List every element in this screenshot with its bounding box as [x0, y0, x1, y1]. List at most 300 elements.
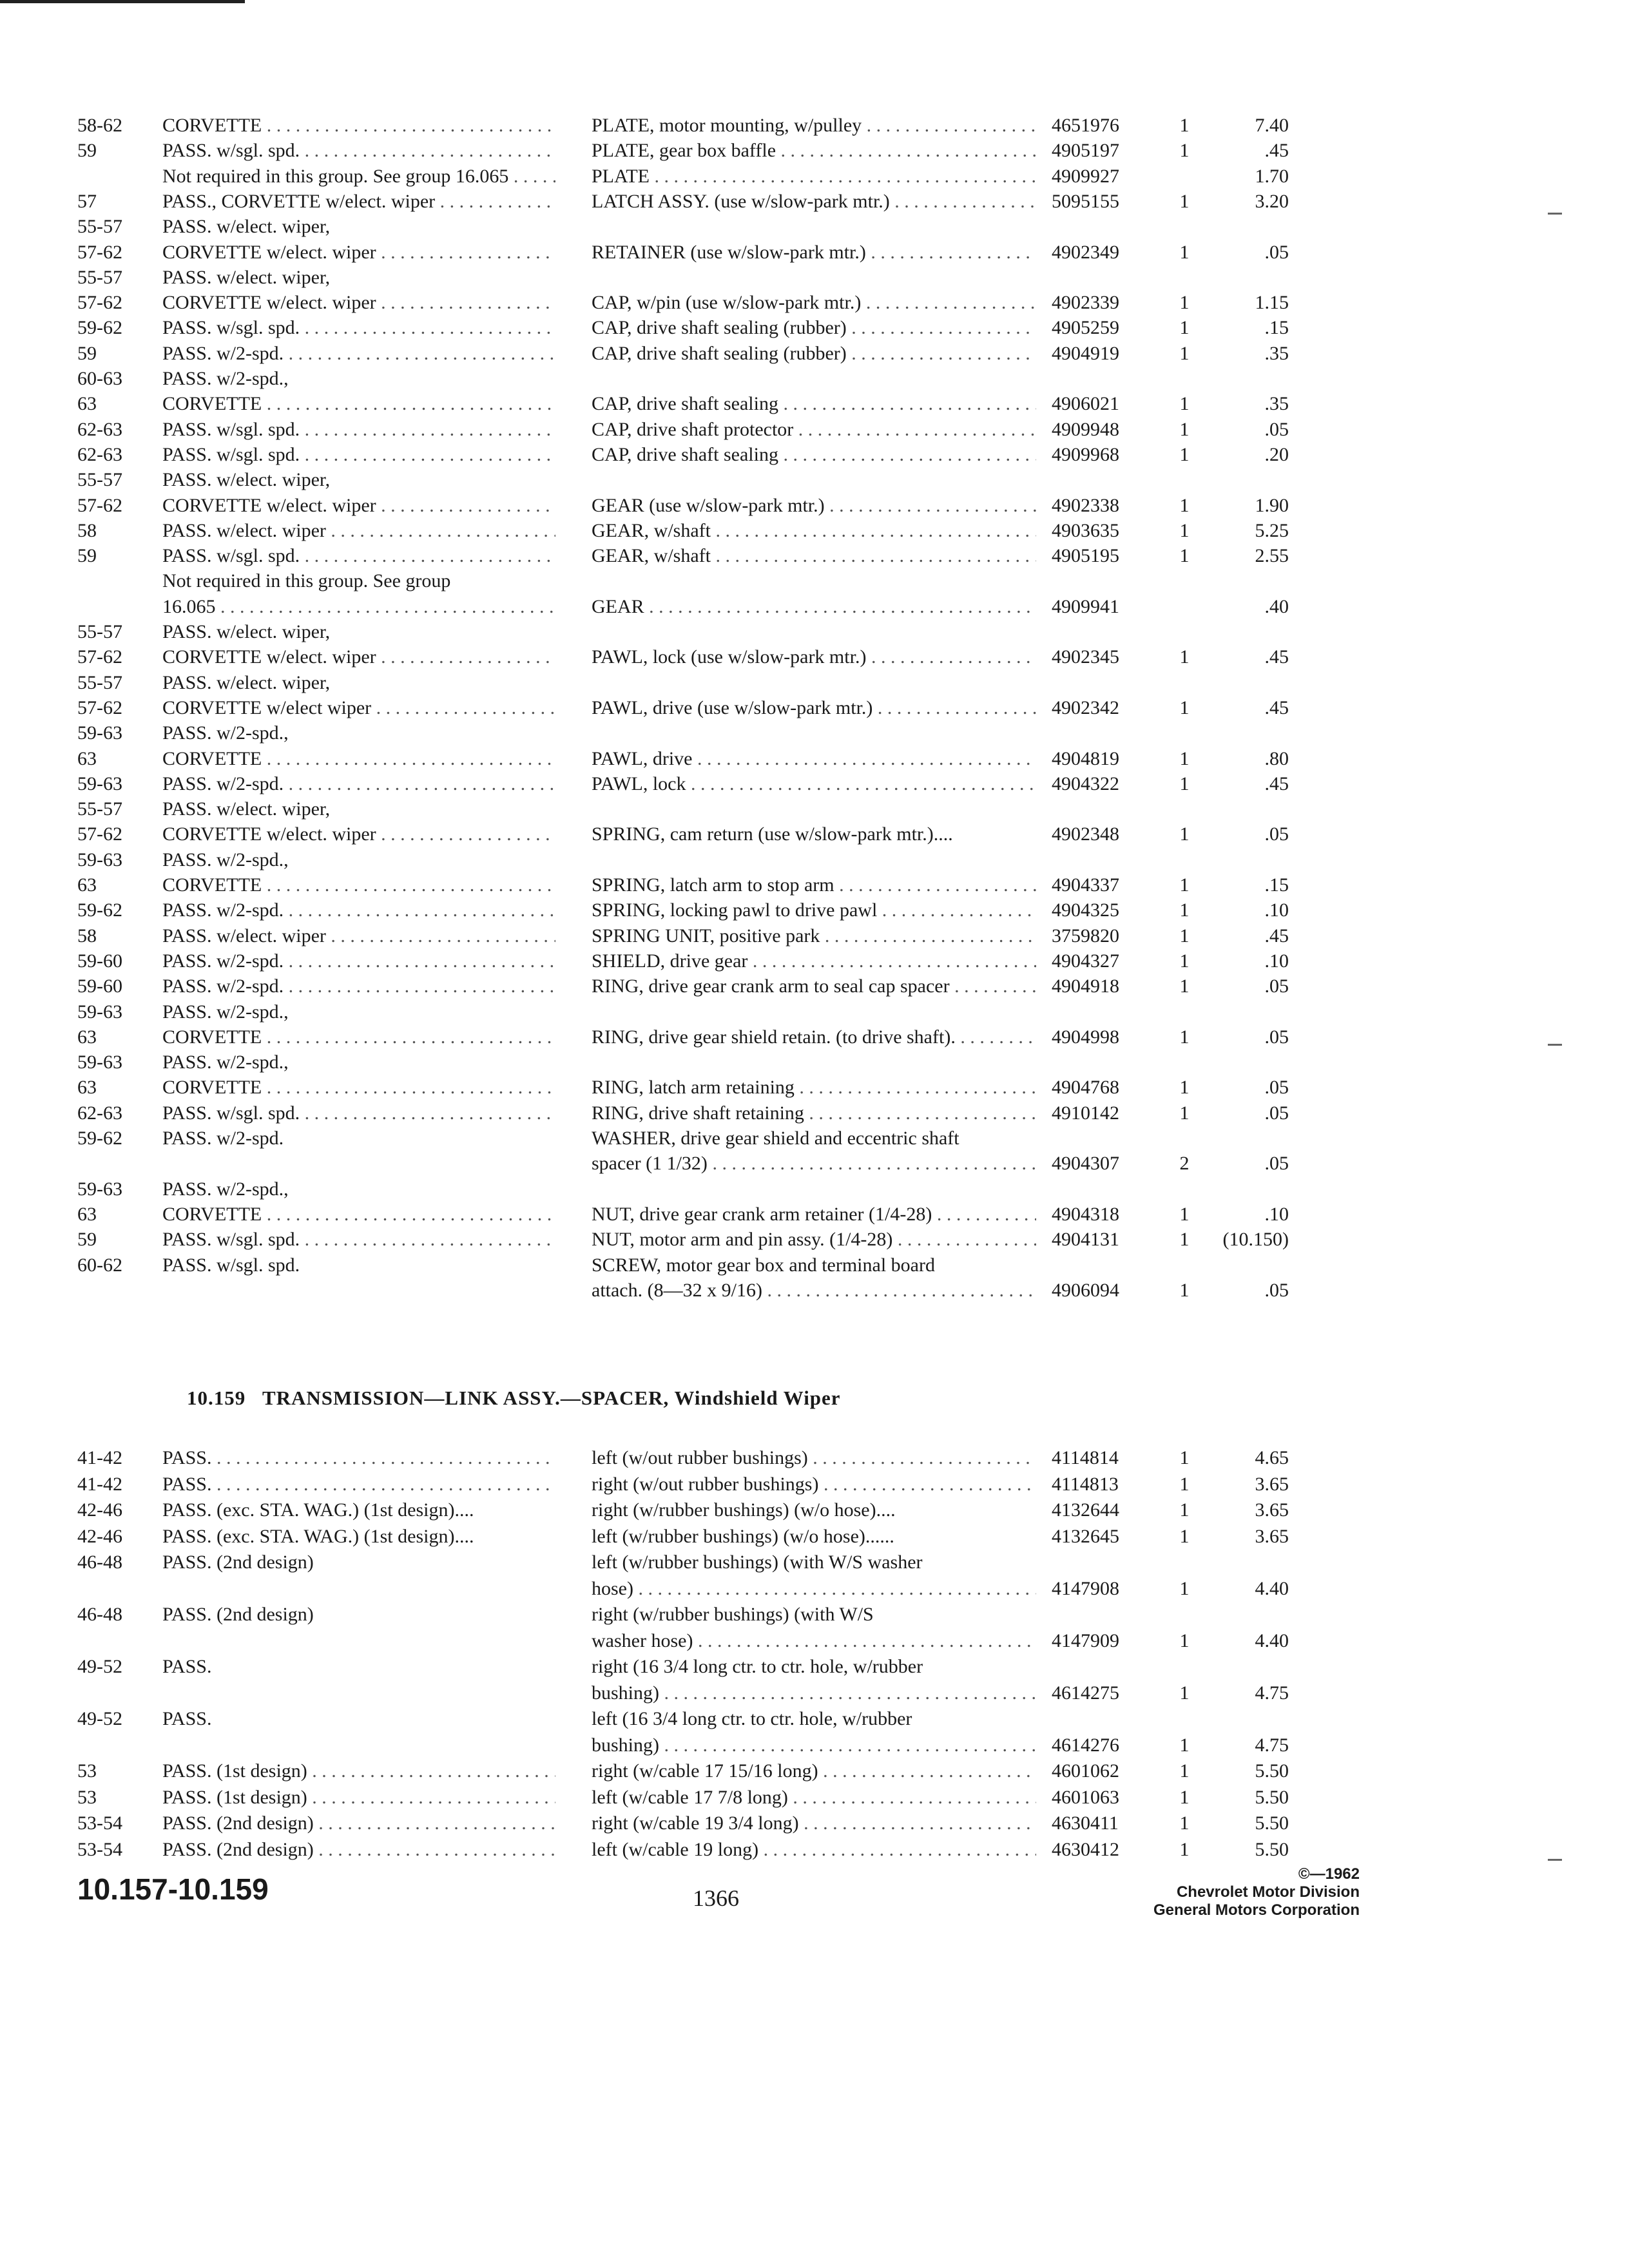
price-cell: 7.40	[1255, 115, 1289, 136]
price-cell: .40	[1264, 595, 1289, 617]
part-number-cell: 4114814	[1052, 1447, 1119, 1468]
price-cell: .05	[1264, 418, 1289, 440]
description-cell: right (16 3/4 long ctr. to ctr. hole, w/rubber	[592, 1656, 923, 1677]
year-range-cell: 62-63	[77, 1102, 122, 1124]
quantity-cell: 1	[1179, 1229, 1190, 1251]
table-row	[0, 467, 1629, 493]
model-cell: PASS. (2nd design) . . .	[162, 1811, 555, 1836]
year-range-cell: 63	[77, 1203, 97, 1225]
table-row	[0, 1733, 1629, 1758]
table-row	[0, 822, 1629, 847]
description-cell: right (w/rubber bushings) (w/o hose)....	[592, 1499, 896, 1521]
section-title: TRANSMISSION—LINK ASSY.—SPACER, Windshield Wiper	[262, 1387, 841, 1409]
table-row	[0, 417, 1629, 443]
price-cell: .20	[1264, 443, 1289, 465]
model-cell: CORVETTE w/elect. wiper . . .	[162, 290, 555, 316]
table-row	[0, 619, 1629, 645]
quantity-cell: 1	[1179, 115, 1190, 136]
model-cell: PASS. w/sgl. spd. . . .	[162, 315, 555, 341]
part-number-cell: 4905259	[1052, 317, 1119, 339]
quantity-cell: 1	[1179, 1102, 1190, 1124]
quantity-cell: 1	[1179, 823, 1190, 845]
description-cell: SPRING, cam return (use w/slow-park mtr.)....	[592, 823, 953, 845]
year-range-cell: 59	[77, 1229, 97, 1251]
table-row	[0, 1126, 1629, 1151]
quantity-cell: 1	[1179, 925, 1190, 947]
description-cell: PAWL, drive . . .	[592, 746, 1036, 772]
table-row	[0, 391, 1629, 417]
description-cell: GEAR, w/shaft . . .	[592, 518, 1036, 544]
description-cell: SPRING, locking pawl to drive pawl . . .	[592, 898, 1036, 923]
description-cell: GEAR, w/shaft . . .	[592, 543, 1036, 569]
price-cell: .35	[1264, 342, 1289, 364]
table-row	[0, 695, 1629, 721]
description-cell: hose) . . .	[592, 1576, 1036, 1602]
table-row	[0, 315, 1629, 341]
table-row	[0, 1706, 1629, 1732]
year-range-cell: 41-42	[77, 1447, 122, 1468]
section-heading	[187, 1387, 841, 1410]
year-range-cell: 63	[77, 1026, 97, 1048]
description-cell: left (w/rubber bushings) (w/o hose)......	[592, 1525, 894, 1547]
quantity-cell: 1	[1179, 747, 1190, 769]
description-cell: GEAR . . .	[592, 594, 1036, 620]
year-range-cell: 57	[77, 190, 97, 212]
description-cell: RING, drive gear shield retain. (to drive shaft). . . .	[592, 1024, 1036, 1050]
part-number-cell: 4904318	[1052, 1203, 1119, 1225]
price-cell: .15	[1264, 317, 1289, 339]
price-cell: .05	[1264, 1026, 1289, 1048]
model-cell: PASS. (2nd design)	[162, 1552, 314, 1573]
description-cell: right (w/cable 19 3/4 long) . . .	[592, 1811, 1036, 1836]
quantity-cell: 1	[1179, 1499, 1190, 1521]
description-cell: SHIELD, drive gear . . .	[592, 948, 1036, 974]
model-cell: PASS. (exc. STA. WAG.) (1st design)....	[162, 1499, 474, 1521]
year-range-cell: 55-57	[77, 469, 122, 491]
year-range-cell: 59-63	[77, 773, 122, 794]
price-cell: .05	[1264, 1077, 1289, 1099]
model-cell: PASS. w/sgl. spd. . . .	[162, 1100, 555, 1126]
year-range-cell: 57-62	[77, 646, 122, 668]
description-cell: PLATE . . .	[592, 164, 1036, 189]
page-number: 1366	[693, 1885, 739, 1911]
part-number-cell: 4902345	[1052, 646, 1119, 668]
corporation: General Motors Corporation	[1153, 1901, 1360, 1919]
description-cell: left (w/cable 19 long) . . .	[592, 1837, 1036, 1863]
description-cell: right (w/rubber bushings) (with W/S	[592, 1604, 874, 1625]
description-cell: right (w/out rubber bushings) . . .	[592, 1472, 1036, 1497]
year-range-cell: 63	[77, 874, 97, 896]
table-row	[0, 948, 1629, 974]
description-cell: RING, drive gear crank arm to seal cap spacer . . .	[592, 974, 1036, 999]
quantity-cell: 1	[1179, 1026, 1190, 1048]
price-cell: 5.50	[1255, 1760, 1289, 1782]
price-cell: 3.65	[1255, 1525, 1289, 1547]
year-range-cell: 59-63	[77, 1178, 122, 1200]
year-range-cell: 53	[77, 1786, 97, 1808]
part-number-cell: 4904327	[1052, 950, 1119, 972]
quantity-cell: 1	[1179, 1279, 1190, 1301]
table-row	[0, 1576, 1629, 1602]
table-row	[0, 1050, 1629, 1075]
description-cell: CAP, drive shaft sealing . . .	[592, 442, 1036, 468]
price-cell: .45	[1264, 646, 1289, 668]
part-number-cell: 5095155	[1052, 190, 1119, 212]
table-row	[0, 796, 1629, 822]
year-range-cell: 59	[77, 342, 97, 364]
price-cell: 2.55	[1255, 545, 1289, 567]
quantity-cell: 1	[1179, 519, 1190, 541]
table-row	[0, 720, 1629, 746]
part-number-cell: 4902342	[1052, 697, 1119, 718]
table-row	[0, 1227, 1629, 1253]
quantity-cell: 1	[1179, 697, 1190, 718]
part-number-cell: 4910142	[1052, 1102, 1119, 1124]
description-cell: attach. (8—32 x 9/16) . . .	[592, 1278, 1036, 1303]
part-number-cell: 4906094	[1052, 1279, 1119, 1301]
price-cell: 4.75	[1255, 1734, 1289, 1756]
model-cell: CORVETTE . . .	[162, 746, 555, 772]
model-cell: PASS. w/sgl. spd. . . .	[162, 1227, 555, 1253]
year-range-cell: 63	[77, 747, 97, 769]
table-row	[0, 240, 1629, 265]
table-row	[0, 442, 1629, 468]
description-cell: PLATE, motor mounting, w/pulley . . .	[592, 113, 1036, 139]
table-row	[0, 1151, 1629, 1177]
year-range-cell: 58-62	[77, 115, 122, 136]
table-row	[0, 1785, 1629, 1811]
year-range-cell: 60-62	[77, 1254, 122, 1276]
quantity-cell: 1	[1179, 950, 1190, 972]
table-row	[0, 290, 1629, 316]
price-cell: (10.150)	[1222, 1229, 1289, 1251]
quantity-cell: 1	[1179, 1734, 1190, 1756]
table-row	[0, 746, 1629, 772]
year-range-cell: 62-63	[77, 418, 122, 440]
quantity-cell: 1	[1179, 874, 1190, 896]
table-row	[0, 1075, 1629, 1100]
model-cell: PASS. w/2-spd.,	[162, 722, 289, 744]
model-cell: PASS. (1st design) . . .	[162, 1785, 555, 1811]
description-cell: CAP, drive shaft sealing (rubber) . . .	[592, 341, 1036, 367]
table-row	[0, 518, 1629, 544]
part-number-cell: 4906021	[1052, 393, 1119, 415]
year-range-cell: 60-63	[77, 368, 122, 389]
year-range-cell: 59	[77, 140, 97, 162]
part-number-cell: 4147909	[1052, 1629, 1119, 1651]
quantity-cell: 1	[1179, 140, 1190, 162]
table-row	[0, 1811, 1629, 1836]
part-number-cell: 4147908	[1052, 1577, 1119, 1599]
price-cell: 3.20	[1255, 190, 1289, 212]
table-row	[0, 164, 1629, 189]
price-cell: 3.65	[1255, 1473, 1289, 1495]
quantity-cell: 1	[1179, 342, 1190, 364]
description-cell: NUT, drive gear crank arm retainer (1/4-28) . . .	[592, 1202, 1036, 1227]
year-range-cell: 53-54	[77, 1812, 122, 1834]
price-cell: .45	[1264, 925, 1289, 947]
description-cell: RETAINER (use w/slow-park mtr.) . . .	[592, 240, 1036, 265]
table-row	[0, 670, 1629, 696]
price-cell: .05	[1264, 1279, 1289, 1301]
model-cell: PASS. w/2-spd. . . .	[162, 898, 555, 923]
description-cell: PAWL, lock . . .	[592, 771, 1036, 797]
year-range-cell: 63	[77, 393, 97, 415]
section-number: 10.159	[187, 1387, 246, 1409]
price-cell: 1.70	[1255, 165, 1289, 187]
price-cell: 3.65	[1255, 1499, 1289, 1521]
part-number-cell: 4630411	[1052, 1812, 1119, 1834]
part-number-cell: 4132644	[1052, 1499, 1119, 1521]
table-row	[0, 341, 1629, 367]
table-row	[0, 594, 1629, 620]
year-range-cell: 63	[77, 1077, 97, 1099]
price-cell: 5.25	[1255, 519, 1289, 541]
description-cell: left (w/out rubber bushings) . . .	[592, 1445, 1036, 1471]
quantity-cell: 1	[1179, 443, 1190, 465]
table-row	[0, 872, 1629, 898]
model-cell: CORVETTE . . .	[162, 1202, 555, 1227]
quantity-cell: 1	[1179, 292, 1190, 314]
year-range-cell: 42-46	[77, 1525, 122, 1547]
year-range-cell: 59	[77, 545, 97, 567]
description-cell: RING, drive shaft retaining . . .	[592, 1100, 1036, 1126]
group-range: 10.157-10.159	[77, 1872, 269, 1906]
price-cell: 4.40	[1255, 1629, 1289, 1651]
description-cell: washer hose) . . .	[592, 1628, 1036, 1654]
quantity-cell: 1	[1179, 241, 1190, 263]
year-range-cell: 59-60	[77, 975, 122, 997]
part-number-cell: 4614275	[1052, 1682, 1119, 1704]
table-row	[0, 138, 1629, 164]
description-cell: right (w/cable 17 15/16 long) . . .	[592, 1758, 1036, 1784]
quantity-cell: 1	[1179, 646, 1190, 668]
quantity-cell: 1	[1179, 317, 1190, 339]
description-cell: SPRING, latch arm to stop arm . . .	[592, 872, 1036, 898]
description-cell: SCREW, motor gear box and terminal board	[592, 1254, 935, 1276]
table-row	[0, 113, 1629, 139]
price-cell: .05	[1264, 241, 1289, 263]
price-cell: 1.90	[1255, 494, 1289, 516]
description-cell: left (w/rubber bushings) (with W/S washer	[592, 1552, 923, 1573]
table-row	[0, 1524, 1629, 1550]
price-cell: 4.40	[1255, 1577, 1289, 1599]
top-rule	[0, 0, 245, 3]
model-cell: CORVETTE w/elect. wiper . . .	[162, 493, 555, 519]
model-cell: CORVETTE . . .	[162, 113, 555, 139]
description-cell: PAWL, drive (use w/slow-park mtr.) . . .	[592, 695, 1036, 721]
table-row	[0, 1837, 1629, 1863]
year-range-cell: 53-54	[77, 1838, 122, 1860]
table-row	[0, 974, 1629, 999]
year-range-cell: 58	[77, 519, 97, 541]
model-cell: CORVETTE w/elect. wiper . . .	[162, 240, 555, 265]
description-cell: CAP, drive shaft sealing . . .	[592, 391, 1036, 417]
part-number-cell: 4904337	[1052, 874, 1119, 896]
model-cell: PASS. w/elect. wiper,	[162, 621, 331, 642]
part-number-cell: 4902338	[1052, 494, 1119, 516]
year-range-cell: 53	[77, 1760, 97, 1782]
table-row	[0, 265, 1629, 291]
description-cell: left (w/cable 17 7/8 long) . . .	[592, 1785, 1036, 1811]
part-number-cell: 4904307	[1052, 1153, 1119, 1175]
part-number-cell: 4902348	[1052, 823, 1119, 845]
part-number-cell: 4614276	[1052, 1734, 1119, 1756]
quantity-cell: 1	[1179, 773, 1190, 794]
year-range-cell: 57-62	[77, 292, 122, 314]
table-row	[0, 1680, 1629, 1706]
part-number-cell: 4601062	[1052, 1760, 1119, 1782]
model-cell: CORVETTE . . .	[162, 1024, 555, 1050]
table-row	[0, 1654, 1629, 1680]
table-row	[0, 1472, 1629, 1497]
table-row	[0, 923, 1629, 949]
model-cell: PASS. w/elect. wiper,	[162, 798, 331, 820]
price-cell: 5.50	[1255, 1838, 1289, 1860]
price-cell: .15	[1264, 874, 1289, 896]
model-cell: CORVETTE . . .	[162, 872, 555, 898]
description-cell: CAP, drive shaft protector . . .	[592, 417, 1036, 443]
part-number-cell: 4903635	[1052, 519, 1119, 541]
year-range-cell: 49-52	[77, 1656, 122, 1677]
year-range-cell: 55-57	[77, 216, 122, 238]
margin-mark	[1548, 1044, 1562, 1046]
table-row	[0, 1177, 1629, 1202]
table-row	[0, 493, 1629, 519]
part-number-cell: 4909941	[1052, 595, 1119, 617]
price-cell: .10	[1264, 950, 1289, 972]
part-number-cell: 4905195	[1052, 545, 1119, 567]
model-cell: PASS. w/2-spd.,	[162, 368, 289, 389]
price-cell: 4.75	[1255, 1682, 1289, 1704]
part-number-cell: 4904919	[1052, 342, 1119, 364]
year-range-cell: 46-48	[77, 1552, 122, 1573]
model-cell: 16.065 . . .	[162, 594, 555, 620]
model-cell: PASS., CORVETTE w/elect. wiper . . .	[162, 189, 555, 215]
table-row	[0, 1628, 1629, 1654]
model-cell: Not required in this group. See group 16.065 . . .	[162, 164, 555, 189]
table-row	[0, 1024, 1629, 1050]
price-cell: .10	[1264, 899, 1289, 921]
price-cell: .45	[1264, 773, 1289, 794]
model-cell: PASS. w/2-spd. . . .	[162, 974, 555, 999]
year-range-cell: 55-57	[77, 798, 122, 820]
table-row	[0, 568, 1629, 594]
part-number-cell: 4904998	[1052, 1026, 1119, 1048]
description-cell: NUT, motor arm and pin assy. (1/4-28) . . .	[592, 1227, 1036, 1253]
year-range-cell: 42-46	[77, 1499, 122, 1521]
model-cell: PASS. (2nd design)	[162, 1604, 314, 1625]
quantity-cell: 1	[1179, 1525, 1190, 1547]
part-number-cell: 4909968	[1052, 443, 1119, 465]
part-number-cell: 4132645	[1052, 1525, 1119, 1547]
price-cell: .05	[1264, 1153, 1289, 1175]
model-cell: PASS. w/elect. wiper,	[162, 216, 331, 238]
model-cell: PASS. w/sgl. spd. . . .	[162, 138, 555, 164]
description-cell: WASHER, drive gear shield and eccentric shaft	[592, 1128, 959, 1149]
model-cell: PASS. w/elect. wiper . . .	[162, 923, 555, 949]
description-cell: bushing) . . .	[592, 1680, 1036, 1706]
quantity-cell: 1	[1179, 545, 1190, 567]
table-row	[0, 1497, 1629, 1523]
part-number-cell: 4904131	[1052, 1229, 1119, 1251]
model-cell: PASS. w/2-spd. . . .	[162, 341, 555, 367]
quantity-cell: 1	[1179, 1473, 1190, 1495]
quantity-cell: 1	[1179, 899, 1190, 921]
table-row	[0, 644, 1629, 670]
year-range-cell: 59-63	[77, 1001, 122, 1023]
quantity-cell: 1	[1179, 1077, 1190, 1099]
part-number-cell: 4909948	[1052, 418, 1119, 440]
model-cell: CORVETTE . . .	[162, 1075, 555, 1100]
quantity-cell: 1	[1179, 1203, 1190, 1225]
year-range-cell: 62-63	[77, 443, 122, 465]
table-row	[0, 214, 1629, 240]
model-cell: PASS. w/2-spd.,	[162, 849, 289, 870]
year-range-cell: 59-62	[77, 899, 122, 921]
quantity-cell: 1	[1179, 1629, 1190, 1651]
price-cell: .05	[1264, 975, 1289, 997]
description-cell: CAP, drive shaft sealing (rubber) . . .	[592, 315, 1036, 341]
part-number-cell: 4904768	[1052, 1077, 1119, 1099]
year-range-cell: 57-62	[77, 241, 122, 263]
part-number-cell: 4601063	[1052, 1786, 1119, 1808]
part-number-cell: 4902349	[1052, 241, 1119, 263]
price-cell: .45	[1264, 697, 1289, 718]
quantity-cell: 1	[1179, 975, 1190, 997]
model-cell: PASS.	[162, 1656, 212, 1677]
copyright: ©—1962	[1298, 1865, 1360, 1883]
year-range-cell: 59-63	[77, 849, 122, 870]
quantity-cell: 1	[1179, 1682, 1190, 1704]
year-range-cell: 41-42	[77, 1473, 122, 1495]
year-range-cell: 59-62	[77, 317, 122, 339]
division: Chevrolet Motor Division	[1176, 1883, 1360, 1901]
model-cell: PASS. w/elect. wiper,	[162, 671, 331, 693]
year-range-cell: 57-62	[77, 823, 122, 845]
part-number-cell: 4630412	[1052, 1838, 1119, 1860]
table-row	[0, 1202, 1629, 1227]
model-cell: PASS. w/elect. wiper,	[162, 266, 331, 288]
quantity-cell: 2	[1179, 1153, 1190, 1175]
part-number-cell: 4909927	[1052, 165, 1119, 187]
model-cell: PASS. w/2-spd. . . .	[162, 771, 555, 797]
price-cell: 5.50	[1255, 1786, 1289, 1808]
part-number-cell: 4651976	[1052, 115, 1119, 136]
model-cell: PASS. w/2-spd.,	[162, 1052, 289, 1073]
description-cell: spacer (1 1/32) . . .	[592, 1151, 1036, 1177]
year-range-cell: 59-62	[77, 1128, 122, 1149]
table-row	[0, 1550, 1629, 1575]
description-cell: bushing) . . .	[592, 1733, 1036, 1758]
year-range-cell: 57-62	[77, 494, 122, 516]
model-cell: CORVETTE w/elect wiper . . .	[162, 695, 555, 721]
part-number-cell: 3759820	[1052, 925, 1119, 947]
model-cell: PASS. . . .	[162, 1472, 555, 1497]
price-cell: .80	[1264, 747, 1289, 769]
price-cell: 1.15	[1255, 292, 1289, 314]
description-cell: PLATE, gear box baffle . . .	[592, 138, 1036, 164]
table-row	[0, 1278, 1629, 1303]
year-range-cell: 46-48	[77, 1604, 122, 1625]
model-cell: PASS. w/sgl. spd.	[162, 1254, 300, 1276]
price-cell: 5.50	[1255, 1812, 1289, 1834]
price-cell: .35	[1264, 393, 1289, 415]
table-row	[0, 847, 1629, 873]
part-number-cell: 4114813	[1052, 1473, 1119, 1495]
description-cell: RING, latch arm retaining . . .	[592, 1075, 1036, 1100]
part-number-cell: 4904325	[1052, 899, 1119, 921]
